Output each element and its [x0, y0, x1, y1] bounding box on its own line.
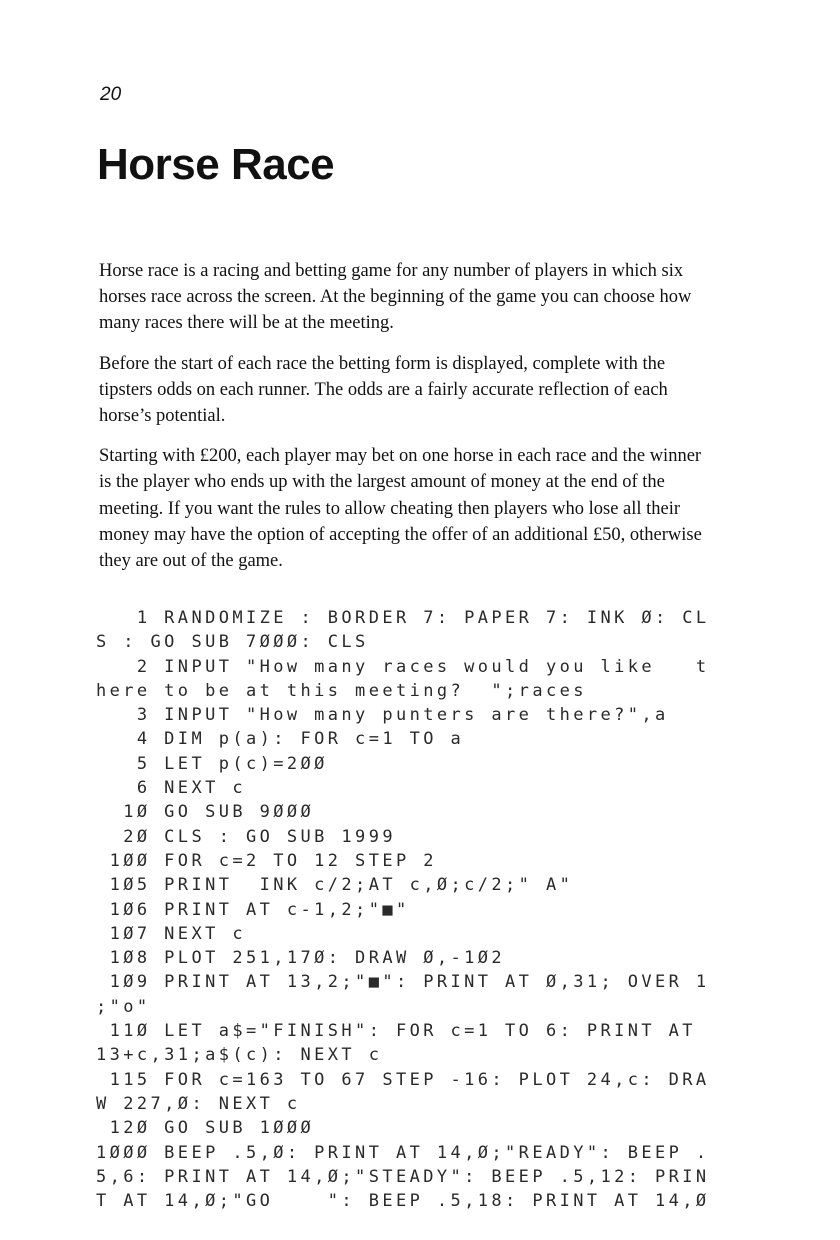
code-line: 1 RANDOMIZE : BORDER 7: PAPER 7: INK Ø: CL: [96, 608, 710, 628]
page-number: 20: [100, 84, 122, 105]
page-title: Horse Race: [97, 140, 335, 189]
code-line: 1Ø5 PRINT INK c/2;AT c,Ø;c/2;" A": [96, 875, 574, 896]
code-line: 115 FOR c=163 TO 67 STEP -16: PLOT 24,c: DRA: [96, 1069, 710, 1090]
code-line: 1Ø GO SUB 9ØØØ: [96, 802, 315, 823]
code-line: 11Ø LET a$="FINISH": FOR c=1 TO 6: PRINT AT: [96, 1021, 696, 1042]
basic-code-listing: [96, 606, 716, 1213]
code-line: 1Ø6 PRINT AT c-1,2;"■": [96, 899, 410, 920]
code-line: 1Ø7 NEXT c: [96, 923, 246, 944]
code-line: 2Ø CLS : GO SUB 1999: [96, 826, 396, 847]
code-line: 1Ø9 PRINT AT 13,2;"■": PRINT AT Ø,31; OVER 1: [96, 972, 710, 993]
intro-paragraph: Starting with £200, each player may bet on one horse in each race and the winner is the player who ends up with the largest amount of money at the end of the meeting. If you want the rules to allow cheating then players who lose all their money may have the option of accepting the offer of an additional £50, otherwise they are out of the game.: [99, 446, 702, 572]
code-line: 1ØØØ BEEP .5,Ø: PRINT AT 14,Ø;"READY": BEEP .: [96, 1142, 710, 1163]
intro-paragraph: Horse race is a racing and betting game for any number of players in which six horses race across the screen. At the beginning of the game you can choose how many races there will be at the meeting.: [99, 261, 692, 334]
code-line: S : GO SUB 7ØØØ: CLS: [96, 632, 369, 653]
intro-paragraph: Before the start of each race the betting form is displayed, complete with the tipsters odds on each runner. The odds are a fairly accurate reflection of each horse’s potential.: [99, 353, 668, 427]
code-line: 1Ø8 PLOT 251,17Ø: DRAW Ø,-1Ø2: [96, 948, 506, 969]
code-line: ;"o": [96, 996, 151, 1017]
code-line: 13+c,31;a$(c): NEXT c: [96, 1045, 383, 1066]
code-line: W 227,Ø: NEXT c: [96, 1093, 301, 1114]
code-line: 4 DIM p(a): FOR c=1 TO a: [96, 729, 465, 750]
code-line: 2 INPUT "How many races would you like t: [96, 656, 710, 677]
code-line: 5,6: PRINT AT 14,Ø;"STEADY": BEEP .5,12: PRIN: [96, 1166, 710, 1187]
code-line: 3 INPUT "How many punters are there?",a: [96, 705, 669, 726]
code-line: 12Ø GO SUB 1ØØØ: [96, 1118, 315, 1139]
intro-text: [99, 258, 711, 588]
code-line: T AT 14,Ø;"GO ": BEEP .5,18: PRINT AT 14,Ø: [96, 1191, 710, 1212]
code-line: 6 NEXT c: [96, 778, 246, 799]
code-line: 1ØØ FOR c=2 TO 12 STEP 2: [96, 850, 437, 871]
code-line: 5 LET p(c)=2ØØ: [96, 753, 328, 774]
code-line: here to be at this meeting? ";races: [96, 680, 587, 701]
